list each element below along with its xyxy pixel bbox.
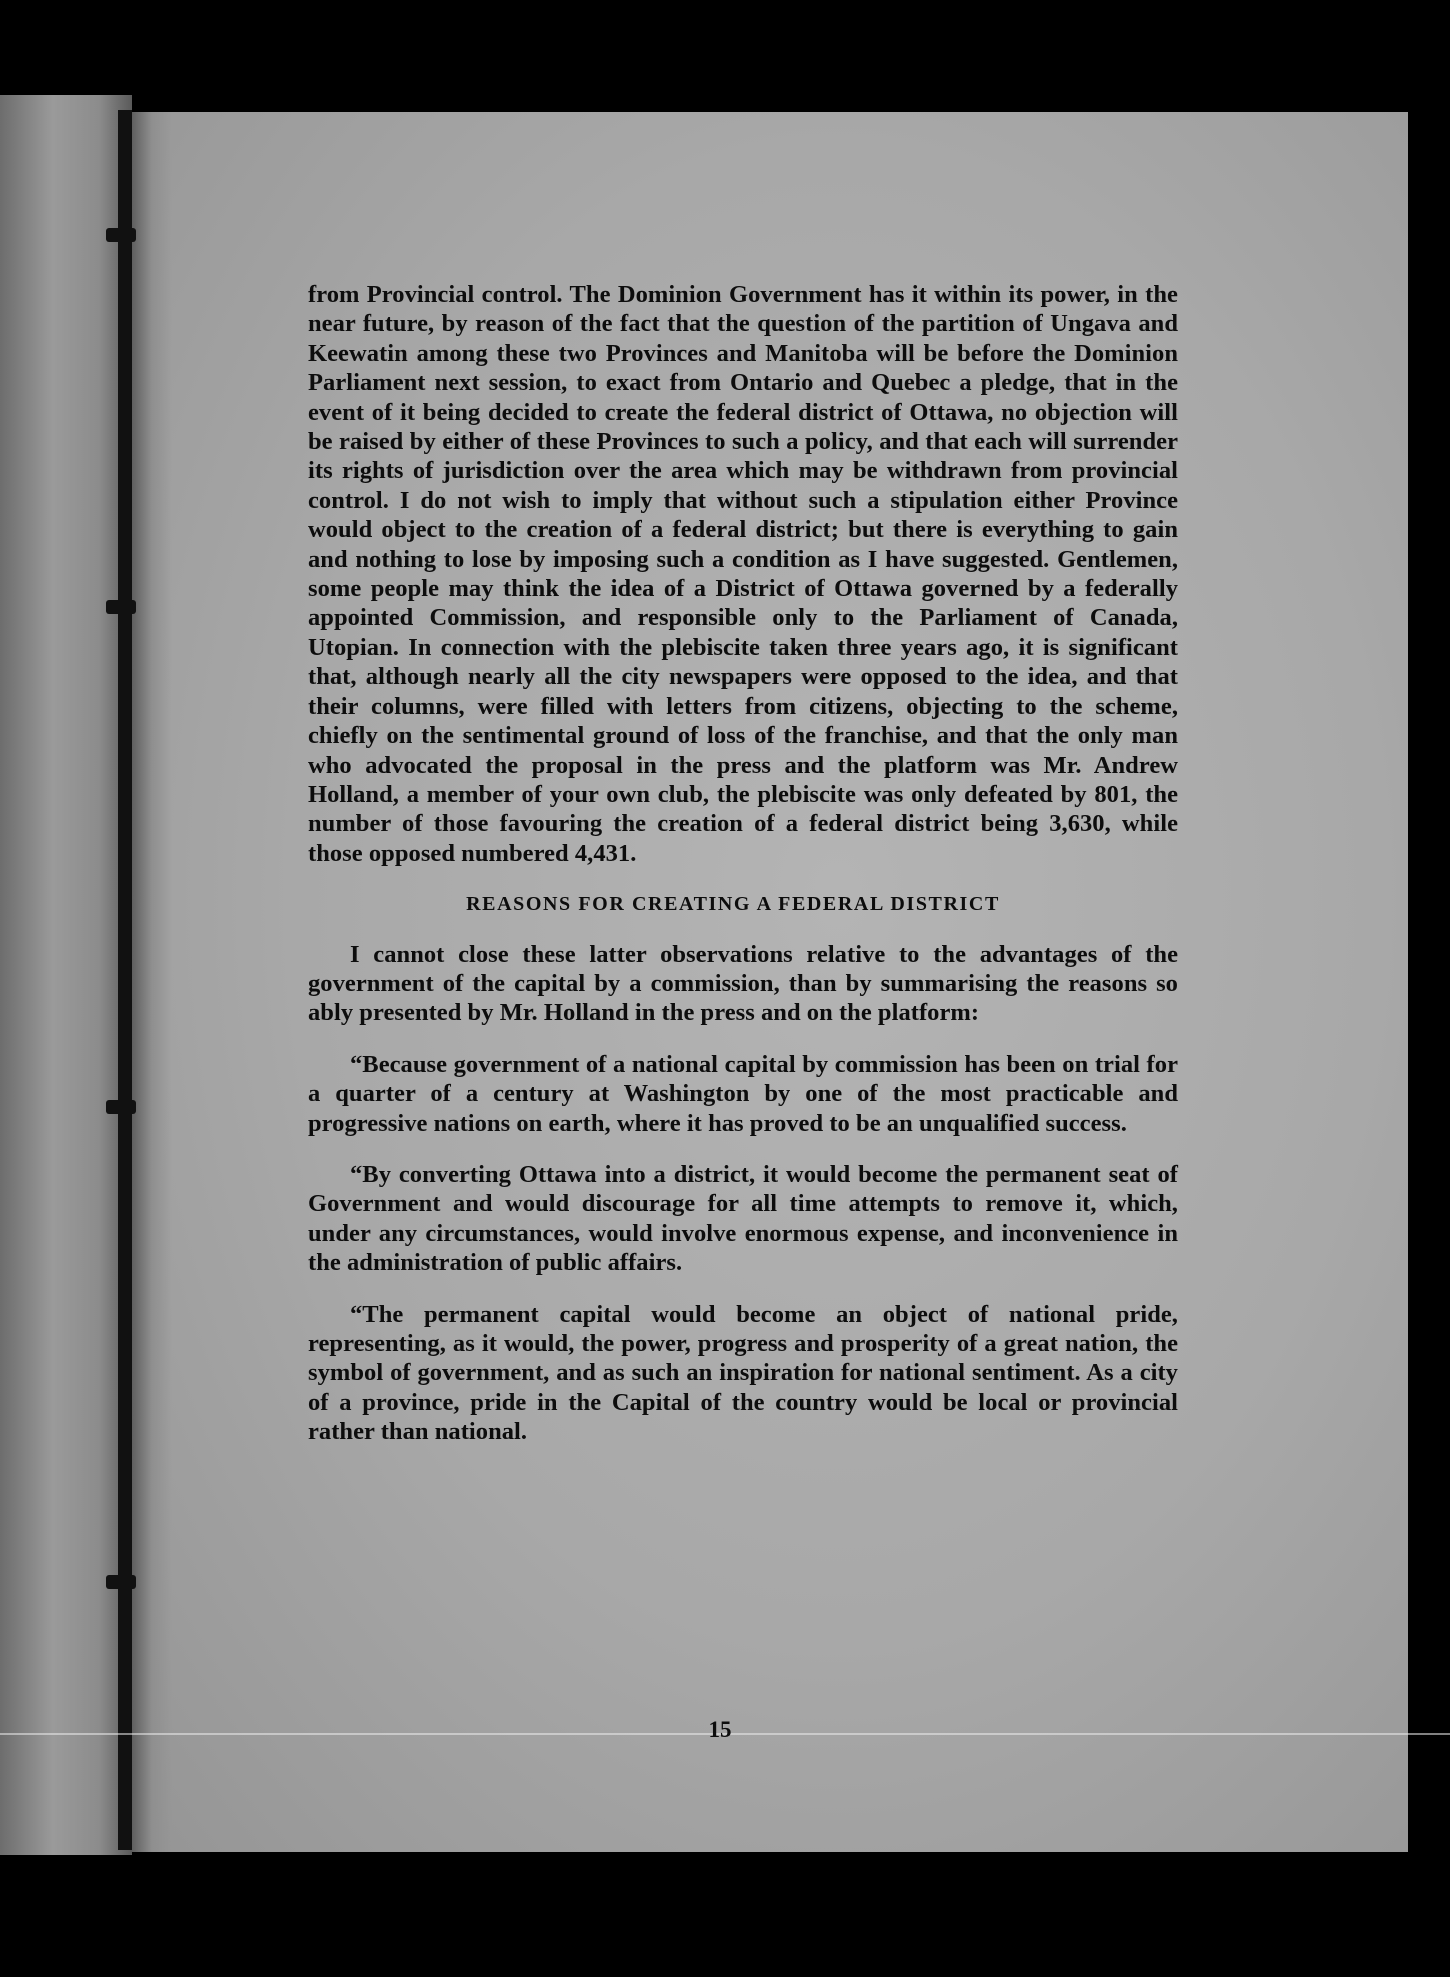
section-heading: REASONS FOR CREATING A FEDERAL DISTRICT (466, 893, 1000, 916)
body-paragraph: I cannot close these latter observations relative to the advantages of the government of the capital by a commission, than by summarising the reasons so ably presented by Mr. Holland in the press and on the platform: (308, 940, 1178, 1027)
binding-stitch (106, 228, 136, 242)
binding-line (118, 110, 132, 1850)
quoted-paragraph: “The permanent capital would become an object of national pride, representing, as it would, the power, progress and prosperity of a great nation, the symbol of government, and as such an inspiration for national sentiment. As a city of a province, pride in the Capital of the country would be local or provincial rather than national. (308, 1300, 1178, 1446)
quoted-paragraph: “Because government of a national capital by commission has been on trial for a quarter of a century at Washington by one of the most practicable and progressive nations on earth, where it has proved to be an unqualified success. (308, 1050, 1178, 1137)
quoted-paragraph: “By converting Ottawa into a district, it would become the permanent seat of Government and would discourage for all time attempts to remove it, which, under any circumstances, would involve enormous expense, and inconvenience in the administration of public affairs. (308, 1160, 1178, 1277)
facing-page-edge (0, 95, 132, 1855)
binding-stitch (106, 1100, 136, 1114)
binding-stitch (106, 600, 136, 614)
page-number: 15 (708, 1717, 732, 1742)
page-gutter-shadow (132, 112, 172, 1852)
page-body (308, 280, 1178, 1447)
binding-stitch (106, 1575, 136, 1589)
body-paragraph: from Provincial control. The Dominion Government has it within its power, in the near future, by reason of the fact that the question of the partition of Ungava and Keewatin among these two Provinces and Manitoba will be before the Dominion Parliament next session, to exact from Ontario and Quebec a pledge, that in the event of it being decided to create the federal district of Ottawa, no objection will be raised by either of these Provinces to such a policy, and that each will surrender its rights of jurisdiction over the area which may be withdrawn from provincial control. I do not wish to imply that without such a stipulation either Province would object to the creation of a federal district; but there is everything to gain and nothing to lose by imposing such a condition as I have suggested. Gentlemen, some people may think the idea of a District of Ottawa governed by a federally appointed Commission, and responsible only to the Parliament of Canada, Utopian. In connection with the plebiscite taken three years ago, it is significant that, although nearly all the city newspapers were opposed to the idea, and that their columns, were filled with letters from citizens, objecting to the scheme, chiefly on the sentimental ground of loss of the franchise, and that the only man who advocated the proposal in the press and the platform was Mr. Andrew Holland, a member of your own club, the plebiscite was only defeated by 801, the number of those favouring the creation of a federal district being 3,630, while those opposed numbered 4,431. (308, 281, 1178, 867)
